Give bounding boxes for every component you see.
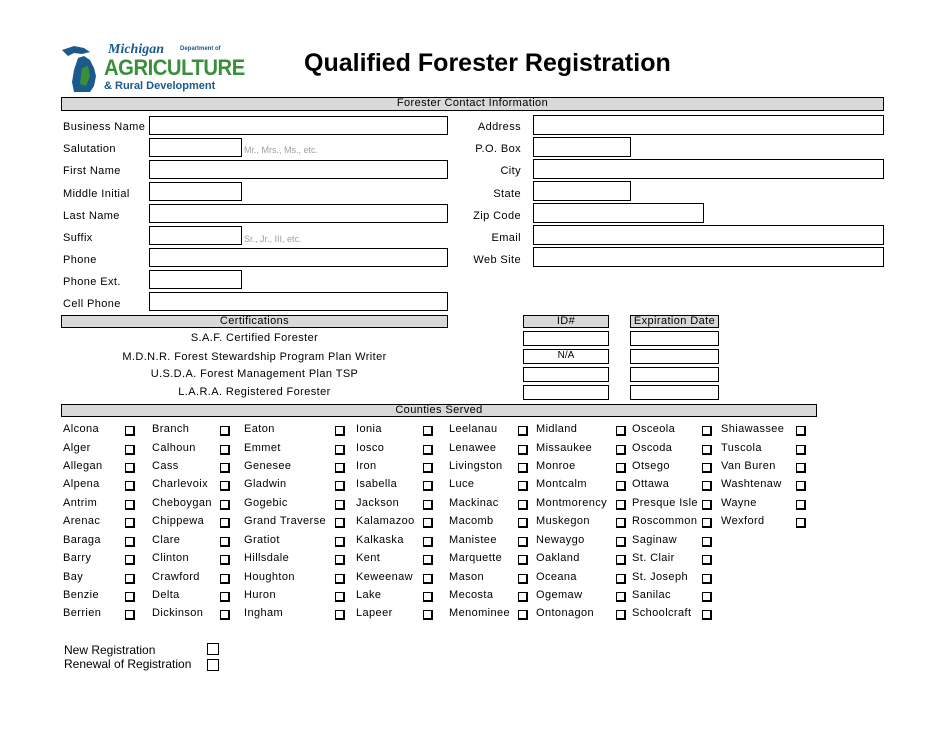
county-label: Houghton [244,571,295,583]
county-checkbox[interactable] [702,574,712,584]
county-label: Alpena [63,478,100,490]
county-label: Muskegon [536,515,590,527]
logo-state: Michigan [108,42,165,57]
county-checkbox[interactable] [616,555,626,565]
county-label: Ottawa [632,478,670,490]
county-checkbox[interactable] [518,574,528,584]
county-label: Barry [63,552,92,564]
label-phone-ext: Phone Ext. [63,276,121,288]
label-suffix: Suffix [63,232,93,244]
county-checkbox[interactable] [796,426,806,436]
county-label: Midland [536,423,578,435]
county-label: Schoolcraft [632,607,692,619]
county-checkbox[interactable] [518,518,528,528]
county-checkbox[interactable] [518,555,528,565]
county-label: Lapeer [356,607,393,619]
county-label: Hillsdale [244,552,290,564]
county-checkbox[interactable] [125,500,135,510]
logo-dept: Department of [180,46,221,52]
county-label: Presque Isle [632,497,698,509]
logo [60,42,245,94]
label-city: City [500,165,521,177]
middle-initial-input[interactable] [149,182,242,201]
county-label: Otsego [632,460,670,472]
last-name-input[interactable] [149,204,448,223]
cert-expiration-input[interactable] [630,385,719,400]
county-label: Cass [152,460,179,472]
county-label: Bay [63,571,84,583]
county-label: Missaukee [536,442,593,454]
county-label: Kalkaska [356,534,404,546]
county-checkbox[interactable] [796,445,806,455]
county-checkbox[interactable] [335,463,345,473]
zip-code-input[interactable] [533,203,704,223]
county-checkbox[interactable] [518,463,528,473]
county-checkbox[interactable] [335,445,345,455]
county-label: Wexford [721,515,765,527]
county-checkbox[interactable] [518,537,528,547]
county-label: Berrien [63,607,102,619]
county-label: Delta [152,589,180,601]
county-label: Ionia [356,423,382,435]
county-checkbox[interactable] [335,574,345,584]
id-header: ID# [523,315,609,328]
county-checkbox[interactable] [616,445,626,455]
county-checkbox[interactable] [423,610,433,620]
county-label: Alger [63,442,91,454]
page-title: Qualified Forester Registration [304,49,671,77]
county-label: Oceana [536,571,577,583]
label-po-box: P.O. Box [475,143,521,155]
label-cell-phone: Cell Phone [63,298,121,310]
county-label: Monroe [536,460,576,472]
county-checkbox[interactable] [796,481,806,491]
county-checkbox[interactable] [616,518,626,528]
county-label: Grand Traverse [244,515,327,527]
county-checkbox[interactable] [616,426,626,436]
new-registration-checkbox[interactable] [207,643,219,655]
county-checkbox[interactable] [796,500,806,510]
cert-id-input[interactable]: N/A [523,349,609,364]
county-label: Branch [152,423,190,435]
county-label: Dickinson [152,607,204,619]
county-checkbox[interactable] [702,500,712,510]
county-checkbox[interactable] [702,555,712,565]
county-checkbox[interactable] [220,481,230,491]
county-checkbox[interactable] [616,574,626,584]
county-label: Oakland [536,552,580,564]
county-checkbox[interactable] [702,610,712,620]
county-checkbox[interactable] [125,518,135,528]
suffix-hint: Sr., Jr., III, etc. [244,234,302,244]
county-label: Gogebic [244,497,288,509]
county-checkbox[interactable] [423,574,433,584]
county-checkbox[interactable] [220,555,230,565]
expiration-header: Expiration Date [630,315,719,328]
county-label: Montcalm [536,478,587,490]
county-checkbox[interactable] [616,592,626,602]
county-checkbox[interactable] [518,500,528,510]
county-label: Jackson [356,497,400,509]
county-checkbox[interactable] [125,481,135,491]
county-label: Montmorency [536,497,608,509]
cert-label: M.D.N.R. Forest Stewardship Program Plan Writer [122,351,387,363]
county-label: Menominee [449,607,511,619]
county-label: Huron [244,589,276,601]
county-label: Baraga [63,534,101,546]
logo-rural: & Rural Development [104,80,216,92]
city-input[interactable] [533,159,884,179]
county-label: Sanilac [632,589,671,601]
counties-header: Counties Served [61,404,817,417]
county-checkbox[interactable] [125,445,135,455]
county-checkbox[interactable] [220,463,230,473]
county-checkbox[interactable] [423,500,433,510]
renewal-label: Renewal of Registration [64,657,192,671]
county-checkbox[interactable] [702,592,712,602]
county-label: Manistee [449,534,497,546]
county-checkbox[interactable] [220,445,230,455]
cert-id-input[interactable] [523,331,609,346]
po-box-input[interactable] [533,137,631,157]
first-name-input[interactable] [149,160,448,179]
county-checkbox[interactable] [616,463,626,473]
county-label: Gladwin [244,478,287,490]
county-checkbox[interactable] [125,463,135,473]
county-checkbox[interactable] [702,426,712,436]
label-salutation: Salutation [63,143,116,155]
county-label: Ingham [244,607,284,619]
county-label: Washtenaw [721,478,782,490]
county-label: Osceola [632,423,676,435]
county-label: Benzie [63,589,100,601]
county-label: Luce [449,478,475,490]
county-checkbox[interactable] [335,426,345,436]
suffix-input[interactable] [149,226,242,245]
label-web-site: Web Site [473,254,521,266]
county-label: Alcona [63,423,100,435]
business-name-input[interactable] [149,116,448,135]
web-site-input[interactable] [533,247,884,267]
county-checkbox[interactable] [335,610,345,620]
county-checkbox[interactable] [423,463,433,473]
county-label: Arenac [63,515,101,527]
county-label: Marquette [449,552,503,564]
cert-id-input[interactable] [523,385,609,400]
county-checkbox[interactable] [702,481,712,491]
county-checkbox[interactable] [335,537,345,547]
county-label: Keweenaw [356,571,414,583]
certifications-header: Certifications [61,315,448,328]
county-checkbox[interactable] [125,592,135,602]
county-checkbox[interactable] [616,500,626,510]
county-checkbox[interactable] [702,463,712,473]
cert-label: U.S.D.A. Forest Management Plan TSP [150,368,359,380]
county-checkbox[interactable] [702,445,712,455]
county-label: Eaton [244,423,275,435]
county-checkbox[interactable] [616,610,626,620]
county-checkbox[interactable] [518,426,528,436]
county-checkbox[interactable] [518,481,528,491]
county-label: Mason [449,571,485,583]
county-checkbox[interactable] [125,610,135,620]
county-checkbox[interactable] [423,445,433,455]
county-checkbox[interactable] [518,592,528,602]
county-label: Roscommon [632,515,698,527]
county-label: Genesee [244,460,292,472]
county-checkbox[interactable] [220,537,230,547]
contact-section-header: Forester Contact Information [61,97,884,111]
county-label: St. Clair [632,552,675,564]
county-checkbox[interactable] [796,463,806,473]
county-label: Isabella [356,478,398,490]
cert-expiration-input[interactable] [630,331,719,346]
county-label: Tuscola [721,442,762,454]
address-input[interactable] [533,115,884,135]
county-label: Van Buren [721,460,776,472]
county-checkbox[interactable] [125,555,135,565]
county-label: Wayne [721,497,757,509]
label-zip-code: Zip Code [473,210,521,222]
county-checkbox[interactable] [423,537,433,547]
county-checkbox[interactable] [616,537,626,547]
county-label: Lake [356,589,382,601]
county-label: Kalamazoo [356,515,415,527]
county-checkbox[interactable] [220,500,230,510]
michigan-map-icon [60,44,102,94]
cert-label: S.A.F. Certified Forester [190,332,319,344]
county-checkbox[interactable] [220,518,230,528]
county-label: Mackinac [449,497,499,509]
county-checkbox[interactable] [423,481,433,491]
county-label: Calhoun [152,442,196,454]
county-label: Leelanau [449,423,498,435]
cert-expiration-input[interactable] [630,367,719,382]
county-label: Clare [152,534,181,546]
salutation-input[interactable] [149,138,242,157]
county-checkbox[interactable] [423,518,433,528]
county-checkbox[interactable] [335,500,345,510]
county-checkbox[interactable] [220,574,230,584]
county-checkbox[interactable] [518,610,528,620]
county-label: Clinton [152,552,190,564]
county-label: Ontonagon [536,607,595,619]
cert-label: L.A.R.A. Registered Forester [178,386,331,398]
county-label: Gratiot [244,534,280,546]
county-label: Ogemaw [536,589,583,601]
county-checkbox[interactable] [125,426,135,436]
county-checkbox[interactable] [335,555,345,565]
county-label: Oscoda [632,442,673,454]
county-label: Livingston [449,460,503,472]
county-checkbox[interactable] [616,481,626,491]
county-checkbox[interactable] [125,574,135,584]
county-label: Kent [356,552,381,564]
county-label: Shiawassee [721,423,785,435]
county-checkbox[interactable] [220,610,230,620]
county-checkbox[interactable] [702,537,712,547]
county-checkbox[interactable] [335,592,345,602]
county-checkbox[interactable] [335,518,345,528]
logo-agriculture: AGRICULTURE [104,55,245,80]
county-label: Crawford [152,571,200,583]
label-address: Address [477,121,521,133]
cell-phone-input[interactable] [149,292,448,311]
label-business-name: Business Name [63,121,146,133]
county-checkbox[interactable] [125,537,135,547]
label-last-name: Last Name [63,210,120,222]
cert-expiration-input[interactable] [630,349,719,364]
county-label: Antrim [63,497,98,509]
county-checkbox[interactable] [796,518,806,528]
county-label: Cheboygan [152,497,212,509]
county-label: Iosco [356,442,385,454]
county-label: Chippewa [152,515,205,527]
salutation-hint: Mr., Mrs., Ms., etc. [244,145,318,155]
label-phone: Phone [63,254,97,266]
county-checkbox[interactable] [423,426,433,436]
county-checkbox[interactable] [423,555,433,565]
county-label: St. Joseph [632,571,688,583]
label-middle-initial: Middle Initial [63,188,130,200]
county-checkbox[interactable] [220,426,230,436]
label-state: State [493,188,521,200]
county-checkbox[interactable] [518,445,528,455]
county-label: Lenawee [449,442,497,454]
county-label: Newaygo [536,534,585,546]
county-label: Mecosta [449,589,494,601]
label-first-name: First Name [63,165,121,177]
phone-input[interactable] [149,248,448,267]
county-checkbox[interactable] [423,592,433,602]
phone-ext-input[interactable] [149,270,242,289]
county-checkbox[interactable] [335,481,345,491]
county-label: Charlevoix [152,478,208,490]
county-label: Allegan [63,460,103,472]
email-input[interactable] [533,225,884,245]
county-checkbox[interactable] [702,518,712,528]
label-email: Email [491,232,521,244]
county-label: Macomb [449,515,494,527]
county-label: Emmet [244,442,281,454]
cert-id-input[interactable] [523,367,609,382]
county-checkbox[interactable] [220,592,230,602]
county-label: Iron [356,460,377,472]
renewal-checkbox[interactable] [207,659,219,671]
new-registration-label: New Registration [64,643,156,657]
county-label: Saginaw [632,534,677,546]
state-input[interactable] [533,181,631,201]
